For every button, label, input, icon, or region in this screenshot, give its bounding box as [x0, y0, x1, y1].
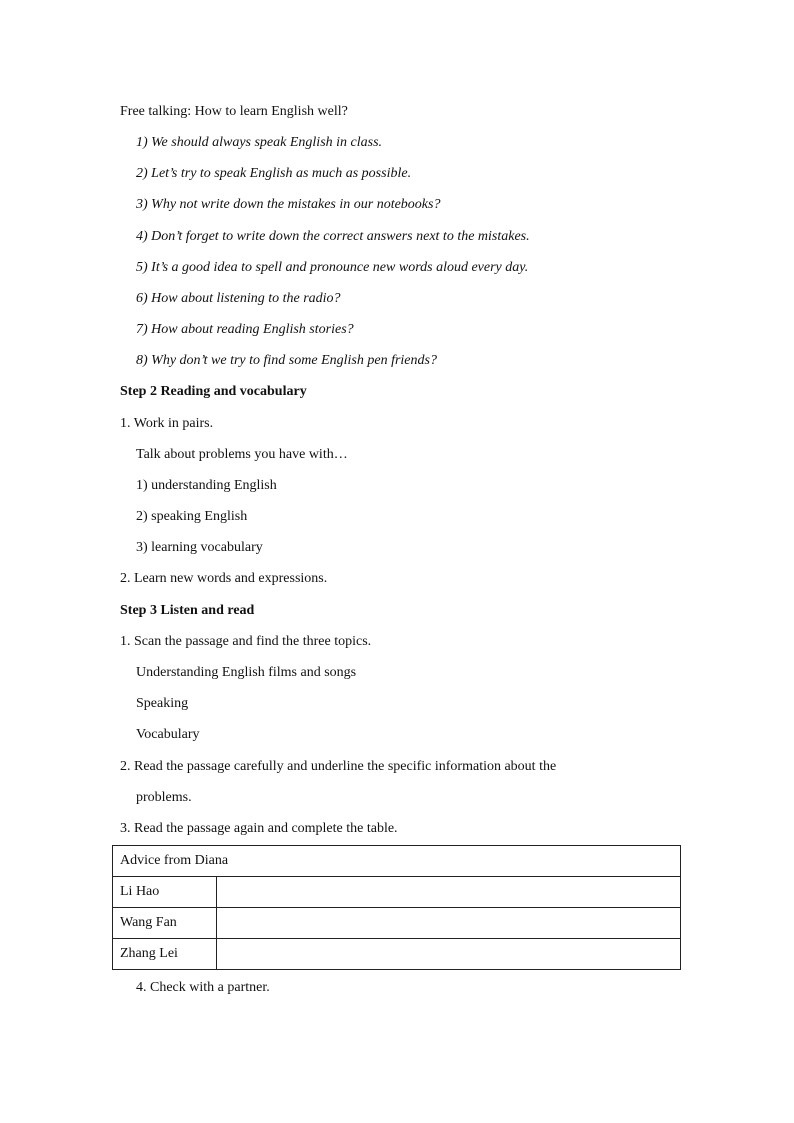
step3-task-2: 2. Read the passage carefully and underline the specific information about the — [120, 759, 557, 774]
student-name-cell: Zhang Lei — [113, 939, 217, 970]
step3-topic-1: Understanding English films and songs — [136, 665, 357, 680]
step3-task-4: 4. Check with a partner. — [136, 980, 270, 995]
advice-cell — [217, 939, 681, 970]
table-row — [113, 939, 681, 970]
free-talking-item-7: 7) How about reading English stories? — [136, 322, 354, 337]
step2-task-1: 1. Work in pairs. — [120, 416, 214, 431]
step2-problem-3: 3) learning vocabulary — [136, 540, 263, 555]
step3-topic-3: Vocabulary — [136, 727, 200, 742]
free-talking-item-8: 8) Why don’t we try to find some English pen friends? — [136, 353, 437, 368]
free-talking-item-2: 2) Let’s try to speak English as much as possible. — [136, 166, 412, 181]
free-talking-item-5: 5) It’s a good idea to spell and pronounce new words aloud every day. — [136, 260, 529, 275]
step2-heading: Step 2 Reading and vocabulary — [120, 384, 307, 399]
table-header-row — [113, 846, 681, 877]
step3-task-2-continued: problems. — [136, 790, 192, 805]
step3-heading: Step 3 Listen and read — [120, 603, 255, 618]
step3-task-3: 3. Read the passage again and complete the table. — [120, 821, 398, 836]
step2-task-2: 2. Learn new words and expressions. — [120, 571, 328, 586]
table-row — [113, 908, 681, 939]
free-talking-item-3: 3) Why not write down the mistakes in our notebooks? — [136, 197, 441, 212]
student-name-cell: Wang Fan — [113, 908, 217, 939]
step3-topic-2: Speaking — [136, 696, 189, 711]
student-name-cell: Li Hao — [113, 877, 217, 908]
step2-problem-1: 1) understanding English — [136, 478, 277, 493]
step3-task-1: 1. Scan the passage and find the three topics. — [120, 634, 372, 649]
table-header-cell: Advice from Diana — [113, 846, 681, 877]
free-talking-heading: Free talking: How to learn English well? — [120, 104, 348, 119]
advice-cell — [217, 877, 681, 908]
free-talking-item-6: 6) How about listening to the radio? — [136, 291, 341, 306]
advice-table — [112, 845, 681, 970]
step2-problem-2: 2) speaking English — [136, 509, 248, 524]
free-talking-item-1: 1) We should always speak English in class. — [136, 135, 383, 150]
free-talking-item-4: 4) Don’t forget to write down the correct answers next to the mistakes. — [136, 229, 530, 244]
advice-cell — [217, 908, 681, 939]
table-row — [113, 877, 681, 908]
step2-task-1-intro: Talk about problems you have with… — [136, 447, 348, 462]
